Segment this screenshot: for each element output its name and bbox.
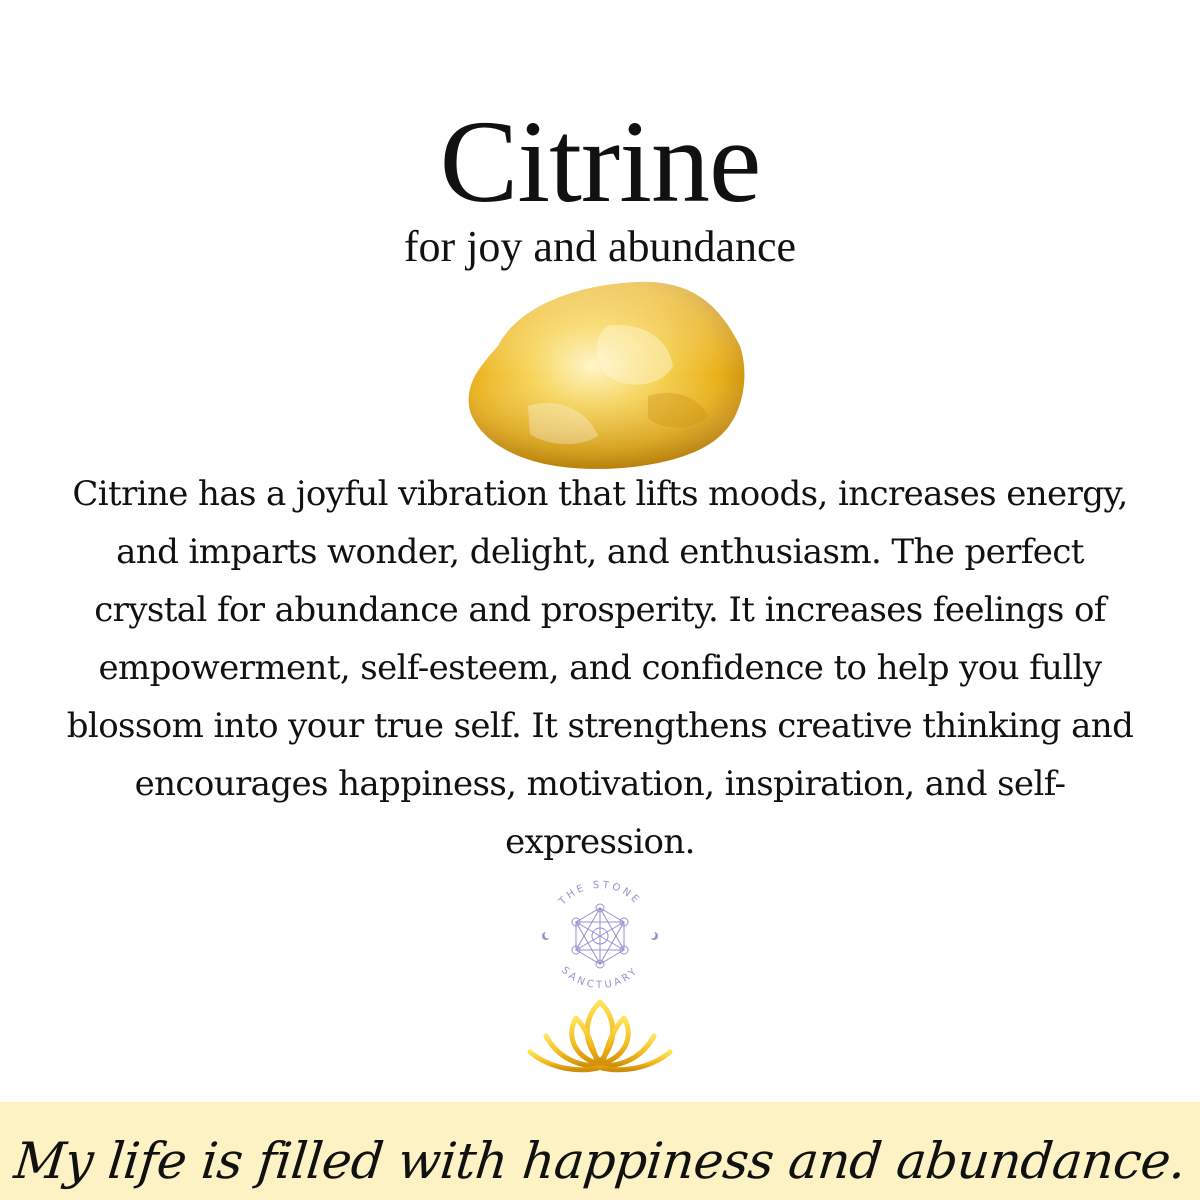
svg-text:SANCTUARY: [559, 965, 641, 991]
stone-sanctuary-logo: [532, 868, 668, 1004]
logo-text-top: THE STONE: [557, 879, 643, 908]
moon-icon-right: [649, 932, 659, 941]
page-subtitle: for joy and abundance: [403, 222, 797, 271]
crystal-description: Citrine has a joyful vibration that lifts moods, increases energy, and imparts wonder, delight, and enthusiasm. The perfect crystal for abundance and prosperity. It increases feelings of empowerment, self-esteem, and confidence to help you fully blossom into your true self. It strengthens creative thinking and encourages happiness, motivation, inspiration, and self-expression.: [66, 474, 1134, 862]
lotus-icon: [522, 996, 678, 1076]
logo-text-bottom: SANCTUARY: [558, 964, 642, 992]
affirmation-text: My life is filled with happiness and abundance.: [11, 1132, 1189, 1190]
citrine-stone-image: [458, 276, 748, 476]
metatrons-cube-icon: [572, 904, 628, 968]
page-title: Citrine: [439, 96, 761, 227]
moon-icon-left: [542, 932, 552, 941]
